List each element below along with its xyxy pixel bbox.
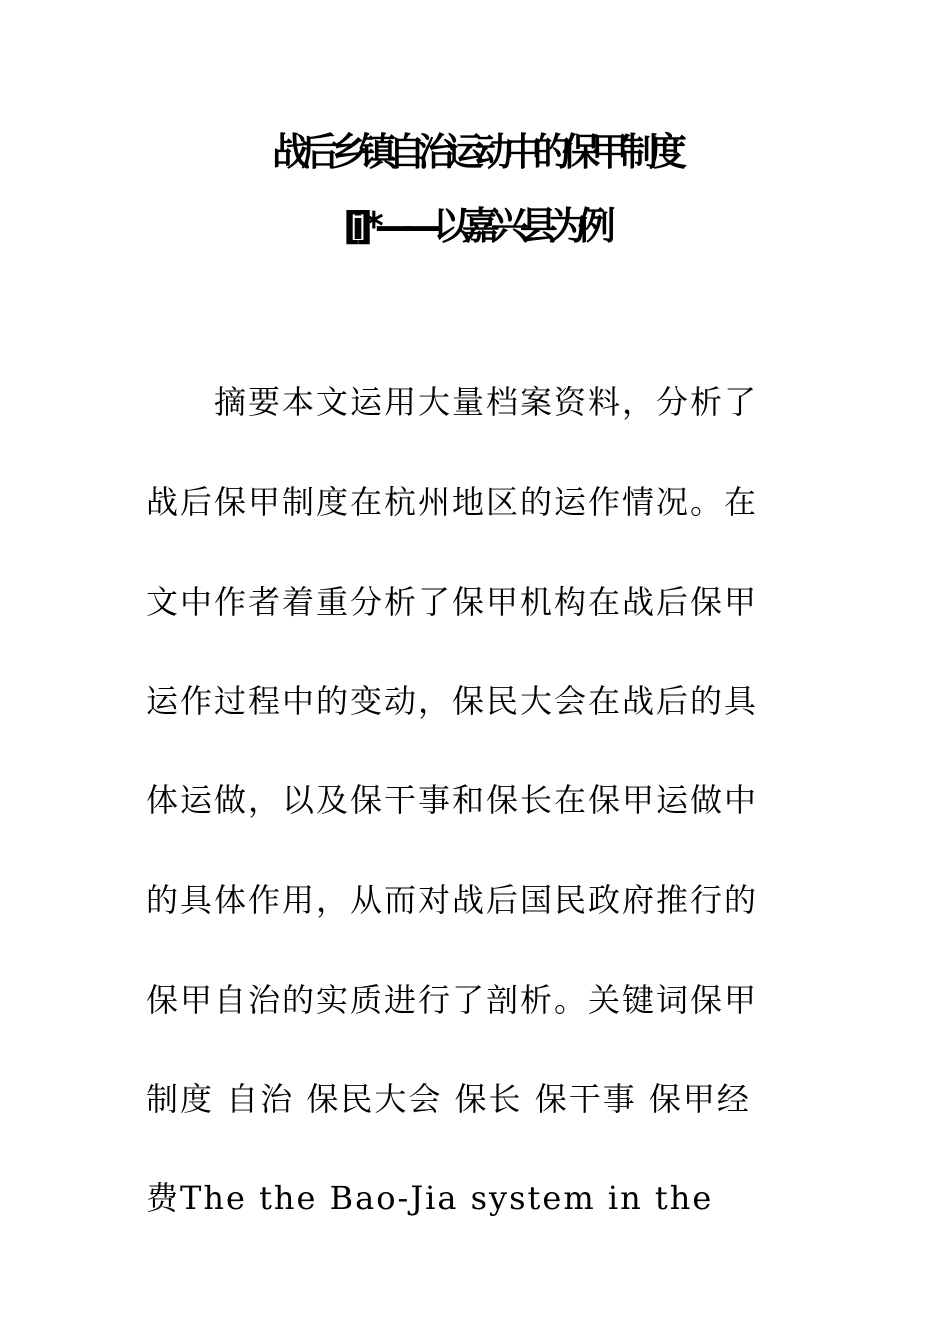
document-title-line-2: [i]*——以嘉兴县为例 (343, 204, 607, 248)
body-line-9: 费The the Bao-Jia system in the (146, 1179, 714, 1217)
body-line-5: 体运做，以及保干事和保长在保甲运做中 (146, 781, 759, 819)
document-title-line-1: 战后乡镇自治运动中的保甲制度 (271, 130, 678, 174)
body-line-1: 摘要本文运用大量档案资料，分析了 (214, 383, 759, 421)
body-line-6: 的具体作用，从而对战后国民政府推行的 (146, 881, 759, 919)
body-line-8: 制度 自治 保民大会 保长 保干事 保甲经 (146, 1080, 751, 1118)
body-line-2: 战后保甲制度在杭州地区的运作情况。在 (146, 483, 759, 521)
body-line-7: 保甲自治的实质进行了剖析。关键词保甲 (146, 981, 759, 1019)
body-line-4: 运作过程中的变动，保民大会在战后的具 (146, 682, 759, 720)
body-line-3: 文中作者着重分析了保甲机构在战后保甲 (146, 583, 759, 621)
